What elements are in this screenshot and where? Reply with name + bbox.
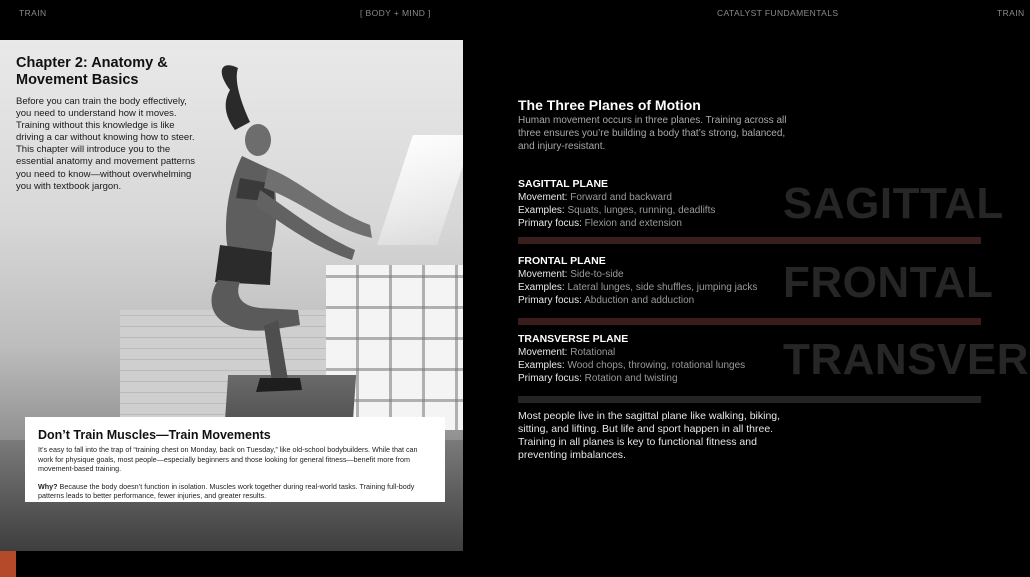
bigword-transverse: TRANSVER [783,336,1030,384]
section-title: The Three Planes of Motion [518,97,701,113]
header-book-title: CATALYST FUNDAMENTALS [717,8,839,18]
plane-examples: Examples: Lateral lunges, side shuffles, jumping jacks [518,282,758,293]
skylight [377,135,463,245]
callout-box [25,417,445,502]
chapter-title: Chapter 2: Anatomy & Movement Basics [16,55,168,88]
plane-movement: Movement: Forward and backward [518,192,672,203]
bigword-sagittal: SAGITTAL [783,180,1004,228]
callout-title: Don’t Train Muscles—Train Movements [38,428,271,442]
callout-why [38,482,433,501]
header-right-label: TRAIN [997,8,1025,18]
plane-focus: Primary focus: Flexion and extension [518,218,682,229]
summary-text: Most people live in the sagittal plane like walking, biking, sitting, and lifting. But life and sport happen in all three. Training in all planes is key to functional fitness and preventing imbalances. [518,410,781,461]
plane-divider [518,396,981,403]
plane-movement: Movement: Rotational [518,347,616,358]
plane-focus: Primary focus: Abduction and adduction [518,295,695,306]
plane-heading: FRONTAL PLANE [518,255,606,267]
plane-examples: Examples: Wood chops, throwing, rotational lunges [518,360,746,371]
header-center-label: [ BODY + MIND ] [360,8,431,18]
callout-why-label: Why? [38,481,58,491]
accent-strip [0,551,16,577]
bigword-frontal: FRONTAL [783,259,994,307]
plane-divider [518,237,981,244]
plane-heading: TRANSVERSE PLANE [518,333,629,345]
callout-body: It’s easy to fall into the trap of “training chest on Monday, back on Tuesday,” like old-school bodybuilders. While that can work for physique goals, most people—especially beginners and those looking for general fitness—benefit more from movement-based training. [38,445,418,474]
plane-transverse [518,333,818,385]
header-left-label: TRAIN [19,8,47,18]
plane-focus: Primary focus: Rotation and twisting [518,373,678,384]
chapter-intro: Before you can train the body effectively, you need to understand how it moves. Training without this knowledge is like driving a car without knowing how to steer. This chapter will introduce you to the essential anatomy and movement patterns you need to know—without overwhelming you with textbook jargon. [16,96,196,192]
plane-sagittal [518,178,818,230]
callout-why-text: Because the body doesn’t function in isolation. Muscles work together during real-world tasks. Training full-body patterns leads to better performance, fewer injuries, and greater results. [38,481,415,501]
plane-examples: Examples: Squats, lunges, running, deadlifts [518,205,716,216]
plane-movement: Movement: Side-to-side [518,269,624,280]
plane-divider [518,318,981,325]
plane-frontal [518,255,818,307]
section-intro: Human movement occurs in three planes. Training across all three ensures you’re building a body that’s strong, balanced, and injury-resistant. [518,115,787,152]
plane-heading: SAGITTAL PLANE [518,178,609,190]
